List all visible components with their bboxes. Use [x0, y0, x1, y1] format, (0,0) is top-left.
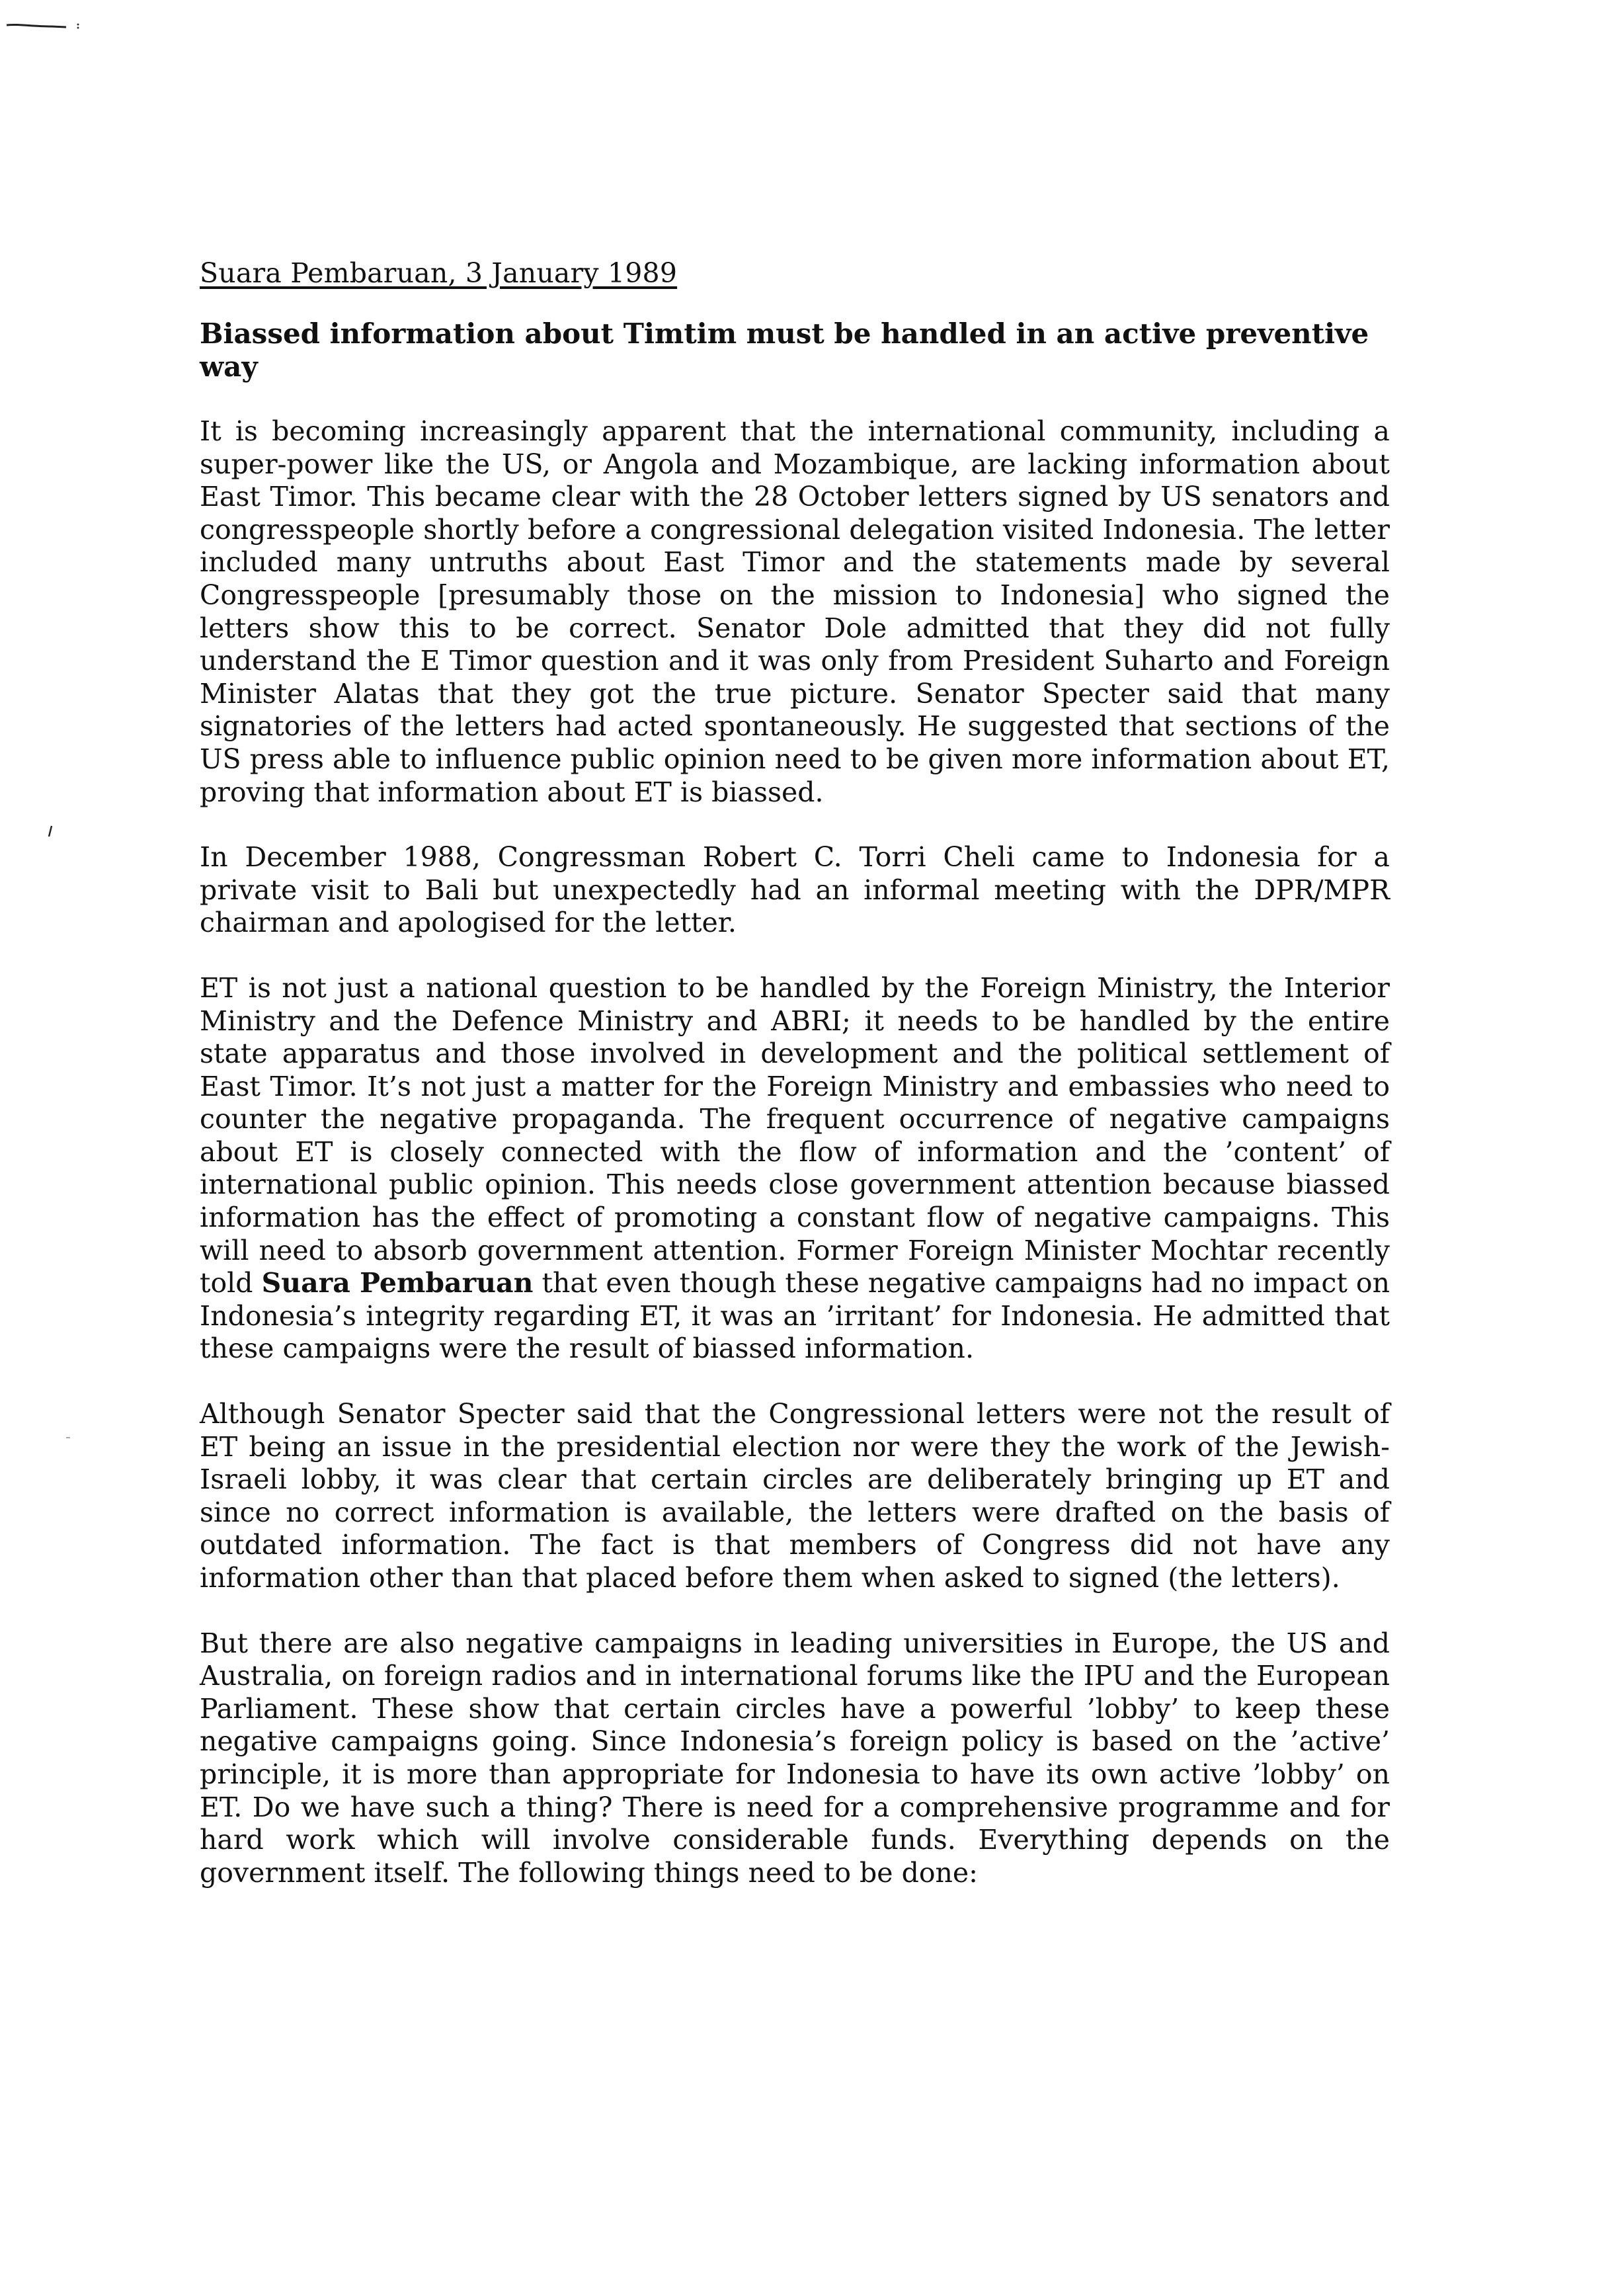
article-headline: Biassed information about Timtim must be handled in an active preventive way	[200, 317, 1369, 383]
newspaper-name-bold: Suara Pembaruan	[261, 1267, 534, 1299]
source-citation: Suara Pembaruan, 3 January 1989	[200, 257, 678, 289]
paragraph-1: It is becoming increasingly apparent that the international community, including a super-power like the US, or Angola and Mozambique, are lacking information about East Timor. This became clear with the 28 October letters signed by US senators and congresspeople shortly before a congressional delegation visited Indonesia. The letter included many untruths about East Timor and the statements made by several Congresspeople [presumably those on the mission to Indonesia] who signed the letters show this to be correct. Senator Dole admitted that they did not fully understand the E Timor question and it was only from President Suharto and Foreign Minister Alatas that they got the true picture. Senator Specter said that many signatories of the letters had acted spontaneously. He suggested that sections of the US press able to influence public opinion need to be given more information about ET, proving that information about ET is biassed.	[200, 415, 1390, 808]
scan-artifact-dot	[66, 1436, 71, 1439]
paragraph-5: But there are also negative campaigns in leading universities in Europe, the US and Australia, on foreign radios and in international forums like the IPU and the European Parliament. These show that certain circles have a powerful ’lobby’ to keep these negative campaigns going. Since Indonesia’s foreign policy is based on the ’active’ principle, it is more than appropriate for Indonesia to have its own active ’lobby’ on ET. Do we have such a thing? There is need for a comprehensive programme and for hard work which will involve considerable funds. Everything depends on the government itself. The following things need to be done:	[200, 1627, 1390, 1889]
scan-artifact-mark	[5, 22, 85, 29]
paragraph-3-text-after: that even though these negative campaigns had no impact on Indonesia’s integrity regarding ET, it was an ’irritant’ for Indonesia. He admitted that these campaigns were the result of biassed information.	[200, 1267, 1390, 1365]
paragraph-3	[200, 972, 1390, 1366]
paragraph-2: In December 1988, Congressman Robert C. Torri Cheli came to Indonesia for a private visit to Bali but unexpectedly had an informal meeting with the DPR/MPR chairman and apologised for the letter.	[200, 841, 1390, 939]
paragraph-3-text-before: ET is not just a national question to be handled by the Foreign Ministry, the Interior Ministry and the Defence Ministry and ABRI; it needs to be handled by the entire state apparatus and those involved in development and the political settlement of East Timor. It’s not just a matter for the Foreign Ministry and embassies who need to counter the negative propaganda. The frequent occurrence of negative campaigns about ET is closely connected with the flow of information and the ’content’ of international public opinion. This needs close government attention because biassed information has the effect of promoting a constant flow of negative campaigns. This will need to absorb government attention. Former Foreign Minister Mochtar recently told	[200, 971, 1390, 1299]
article-body	[200, 257, 1390, 1922]
paragraph-4: Although Senator Specter said that the Congressional letters were not the result of ET being an issue in the presidential election nor were they the work of the Jewish-Israeli lobby, it was clear that certain circles are deliberately bringing up ET and since no correct information is available, the letters were drafted on the basis of outdated information. The fact is that members of Congress did not have any information other than that placed before them when asked to signed (the letters).	[200, 1398, 1390, 1594]
scan-artifact-speck	[48, 825, 53, 837]
